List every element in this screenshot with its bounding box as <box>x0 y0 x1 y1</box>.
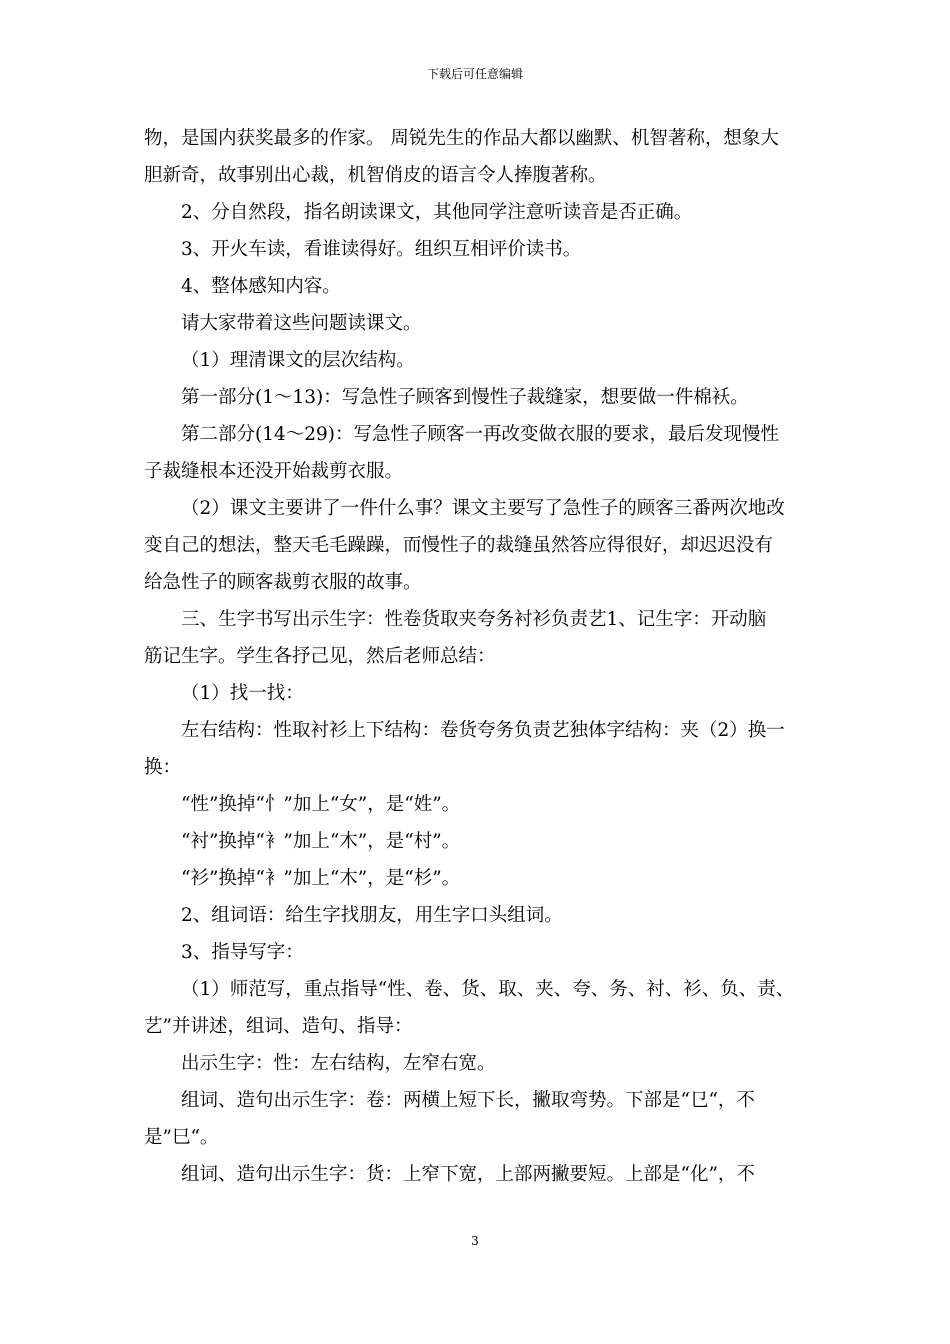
text-line: 给急性子的顾客裁剪衣服的故事。 <box>144 572 422 593</box>
text-line: 3、指导写字： <box>181 942 304 963</box>
text-line: 物，是国内获奖最多的作家。 周锐先生的作品大都以幽默、机智著称，想象大 <box>144 128 779 149</box>
text-line: 3、开火车读，看谁读得好。组织互相评价读书。 <box>181 239 582 260</box>
text-line: 第二部分(14～29)：写急性子顾客一再改变做衣服的要求，最后发现慢性 <box>181 424 780 445</box>
text-line: 4、整体感知内容。 <box>181 276 341 297</box>
text-line: 胆新奇，故事别出心裁，机智俏皮的语言令人捧腹著称。 <box>144 165 607 186</box>
page-number: 3 <box>471 1234 479 1248</box>
text-line: 2、分自然段，指名朗读课文，其他同学注意听读音是否正确。 <box>181 202 693 223</box>
text-line: “衬”换掉“衤”加上“木”，是“村”。 <box>181 831 461 852</box>
text-line: （1）理清课文的层次结构。 <box>181 350 415 371</box>
text-line: 子裁缝根本还没开始裁剪衣服。 <box>144 461 404 482</box>
text-line: 筋记生字。学生各抒己见，然后老师总结： <box>144 646 496 667</box>
text-line: 组词、造句出示生字：卷：两横上短下长，撇取弯势。下部是“㔾“，不 <box>181 1090 755 1111</box>
text-line: 换： <box>144 757 182 778</box>
text-line: 三、生字书写出示生字：性卷货取夹夸务衬衫负责艺1、记生字：开动脑 <box>181 609 767 630</box>
text-line: 第一部分(1～13)：写急性子顾客到慢性子裁缝家，想要做一件棉袄。 <box>181 387 749 408</box>
document-body <box>144 120 808 1193</box>
text-line: 变自己的想法，整天毛毛躁躁，而慢性子的裁缝虽然答应得很好，却迟迟没有 <box>144 535 774 556</box>
text-line: 左右结构：性取衬衫上下结构：卷货夸务负责艺独体字结构：夹（2）换一 <box>181 720 785 741</box>
page-header: 下载后可任意编辑 <box>426 67 523 81</box>
text-line: 2、组词语：给生字找朋友，用生字口头组词。 <box>181 905 563 926</box>
text-line: （1）师范写，重点指导“性、卷、货、取、夹、夸、务、衬、衫、负、责、 <box>181 979 795 1000</box>
text-line: 是”巳“。 <box>144 1127 219 1148</box>
text-line: 出示生字：性：左右结构，左窄右宽。 <box>181 1053 496 1074</box>
text-line: 组词、造句出示生字：货：上窄下宽，上部两撇要短。上部是“化”，不 <box>181 1164 755 1185</box>
text-line: “衫”换掉“衤”加上“木”，是“杉”。 <box>181 868 461 889</box>
text-line: （2）课文主要讲了一件什么事？课文主要写了急性子的顾客三番两次地改 <box>181 498 785 519</box>
text-line: “性”换掉“忄”加上“女”，是“姓”。 <box>181 794 461 815</box>
text-line: （1）找一找： <box>181 683 304 704</box>
text-line: 艺”并讲述，组词、造句、指导： <box>144 1016 413 1037</box>
text-line: 请大家带着这些问题读课文。 <box>181 313 422 334</box>
